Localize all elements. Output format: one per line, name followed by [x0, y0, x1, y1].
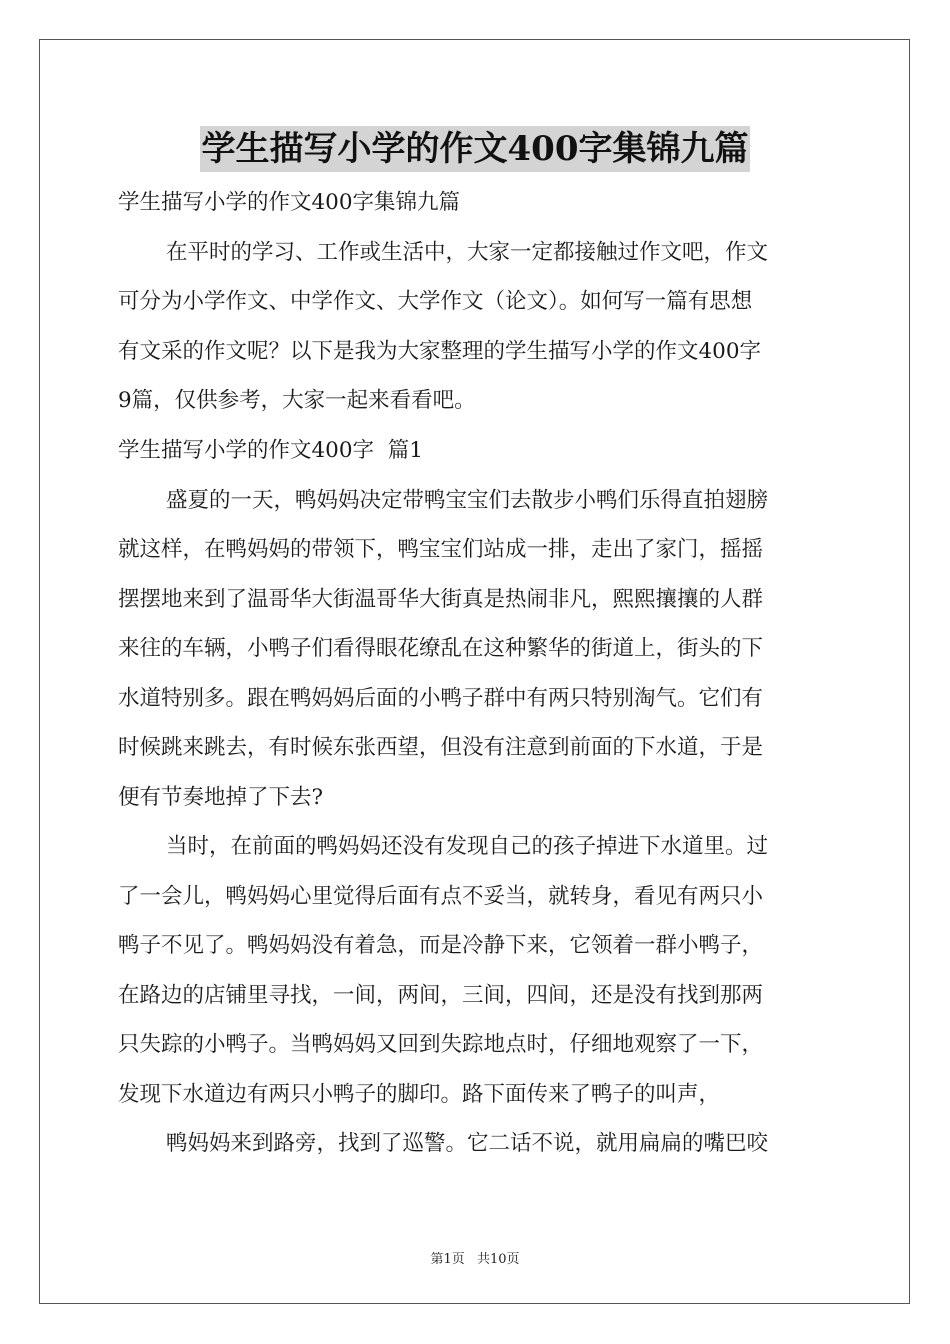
paragraph-line: 水道特别多。跟在鸭妈妈后面的小鸭子群中有两只特别淘气。它们有 — [118, 685, 764, 711]
paragraph-line: 只失踪的小鸭子。当鸭妈妈又回到失踪地点时，仔细地观察了一下， — [118, 1032, 764, 1057]
paragraph-2 — [118, 822, 836, 1119]
paragraph-line: 有文采的作文呢？以下是我为大家整理的学生描写小学的作文400字 — [118, 338, 762, 364]
paragraph-line: 鸭子不见了。鸭妈妈没有着急，而是冷静下来，它领着一群小鸭子， — [118, 933, 764, 958]
paragraph-line: 在平时的学习、工作或生活中，大家一定都接触过作文吧，作文 — [166, 239, 769, 265]
paragraph-line: 来往的车辆，小鸭子们看得眼花缭乱在这种繁华的街道上，街头的下 — [118, 636, 764, 661]
paragraph-3 — [118, 1119, 836, 1169]
paragraph-line: 鸭妈妈来到路旁，找到了巡警。它二话不说，就用扁扁的嘴巴咬 — [166, 1131, 769, 1156]
paragraph-1 — [118, 476, 836, 823]
intro-paragraph — [118, 228, 836, 426]
paragraph-line: 便有节奏地掉了下去? — [118, 784, 324, 810]
page-total: 共10页 — [476, 1252, 520, 1267]
page-number: 第1页 — [430, 1252, 465, 1267]
page-footer — [0, 1248, 950, 1267]
paragraph-line: 盛夏的一天，鸭妈妈决定带鸭宝宝们去散步小鸭们乐得直拍翅膀 — [166, 487, 769, 513]
paragraph-line: 了一会儿，鸭妈妈心里觉得后面有点不妥当，就转身，看见有两只小 — [118, 883, 764, 909]
paragraph-line: 9篇，仅供参考，大家一起来看看吧。 — [118, 388, 476, 413]
paragraph-line: 就这样，在鸭妈妈的带领下，鸭宝宝们站成一排，走出了家门，摇摇 — [118, 537, 764, 562]
document-body — [118, 178, 836, 1169]
paragraph-line: 发现下水道边有两只小鸭子的脚印。路下面传来了鸭子的叫声， — [118, 1081, 721, 1107]
paragraph-line: 当时，在前面的鸭妈妈还没有发现自己的孩子掉进下水道里。过 — [166, 834, 769, 859]
document-subtitle: 学生描写小学的作文400字集锦九篇 — [118, 190, 461, 215]
document-title: 学生描写小学的作文400字集锦九篇 — [200, 126, 751, 172]
paragraph-line: 在路边的店铺里寻找，一间，两间，三间，四间，还是没有找到那两 — [118, 982, 764, 1008]
title-wrap — [0, 126, 950, 172]
section-heading: 学生描写小学的作文400字 篇1 — [118, 437, 423, 463]
paragraph-line: 可分为小学作文、中学作文、大学作文（论文）。如何写一篇有思想 — [118, 289, 753, 314]
paragraph-line: 时候跳来跳去，有时候东张西望，但没有注意到前面的下水道，于是 — [118, 735, 764, 760]
paragraph-line: 摆摆地来到了温哥华大街温哥华大街真是热闹非凡，熙熙攘攘的人群 — [118, 586, 764, 612]
